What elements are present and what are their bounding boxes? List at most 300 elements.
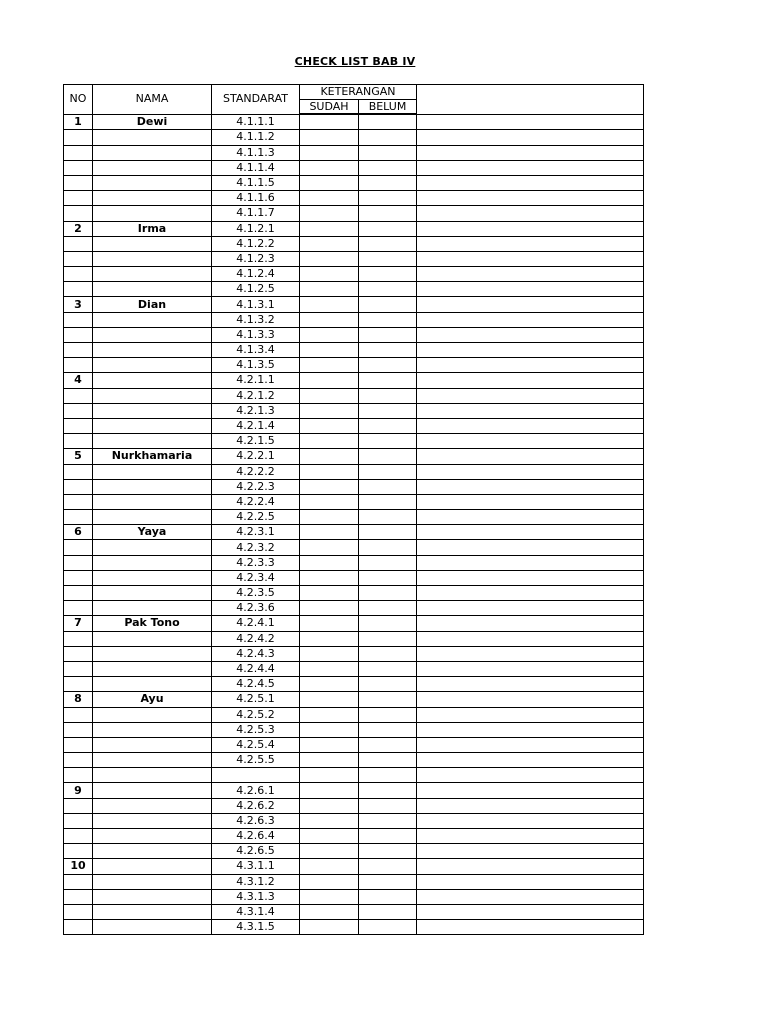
- row-belum-cell[interactable]: [359, 874, 417, 889]
- row-number: 6: [64, 525, 93, 540]
- row-number: [64, 358, 93, 373]
- row-belum-cell[interactable]: [359, 236, 417, 251]
- row-nama: Irma: [93, 221, 212, 236]
- row-belum-cell[interactable]: [359, 312, 417, 327]
- row-standarat: 4.2.6.4: [212, 829, 300, 844]
- row-nama: [93, 555, 212, 570]
- row-nama: [93, 722, 212, 737]
- row-standarat: [212, 768, 300, 783]
- row-belum-cell[interactable]: [359, 631, 417, 646]
- row-standarat: 4.2.4.2: [212, 631, 300, 646]
- row-sudah-cell[interactable]: [300, 327, 359, 342]
- row-sudah-cell[interactable]: [300, 753, 359, 768]
- row-nama: [93, 874, 212, 889]
- row-belum-cell[interactable]: [359, 813, 417, 828]
- table-row: [64, 586, 644, 601]
- row-belum-cell[interactable]: [359, 388, 417, 403]
- row-sudah-cell[interactable]: [300, 798, 359, 813]
- table-row: [64, 753, 644, 768]
- row-belum-cell[interactable]: [359, 525, 417, 540]
- row-belum-cell[interactable]: [359, 601, 417, 616]
- row-extra-cell: [417, 494, 644, 509]
- table-row: [64, 449, 644, 464]
- row-belum-cell[interactable]: [359, 434, 417, 449]
- row-belum-cell[interactable]: [359, 449, 417, 464]
- row-sudah-cell[interactable]: [300, 191, 359, 206]
- row-sudah-cell[interactable]: [300, 904, 359, 919]
- row-standarat: 4.3.1.2: [212, 874, 300, 889]
- row-extra-cell: [417, 434, 644, 449]
- row-belum-cell[interactable]: [359, 206, 417, 221]
- header-no: NO: [64, 85, 93, 115]
- row-sudah-cell[interactable]: [300, 403, 359, 418]
- row-sudah-cell[interactable]: [300, 464, 359, 479]
- table-row: [64, 692, 644, 707]
- table-row: [64, 798, 644, 813]
- table-row: [64, 373, 644, 388]
- row-number: [64, 813, 93, 828]
- row-standarat: 4.2.5.2: [212, 707, 300, 722]
- row-sudah-cell[interactable]: [300, 692, 359, 707]
- row-nama: Pak Tono: [93, 616, 212, 631]
- row-nama: [93, 464, 212, 479]
- table-row: [64, 297, 644, 312]
- row-number: [64, 403, 93, 418]
- row-number: 9: [64, 783, 93, 798]
- row-standarat: 4.2.2.5: [212, 510, 300, 525]
- row-nama: [93, 327, 212, 342]
- row-sudah-cell[interactable]: [300, 889, 359, 904]
- table-row: [64, 783, 644, 798]
- row-number: [64, 677, 93, 692]
- row-number: [64, 160, 93, 175]
- row-extra-cell: [417, 540, 644, 555]
- row-extra-cell: [417, 145, 644, 160]
- row-sudah-cell[interactable]: [300, 586, 359, 601]
- row-nama: [93, 343, 212, 358]
- row-sudah-cell[interactable]: [300, 783, 359, 798]
- row-nama: [93, 130, 212, 145]
- table-row: [64, 737, 644, 752]
- row-belum-cell[interactable]: [359, 403, 417, 418]
- row-sudah-cell[interactable]: [300, 418, 359, 433]
- row-number: [64, 343, 93, 358]
- row-nama: [93, 798, 212, 813]
- row-belum-cell[interactable]: [359, 343, 417, 358]
- row-extra-cell: [417, 251, 644, 266]
- row-extra-cell: [417, 829, 644, 844]
- row-extra-cell: [417, 464, 644, 479]
- row-number: [64, 646, 93, 661]
- row-sudah-cell[interactable]: [300, 282, 359, 297]
- row-extra-cell: [417, 327, 644, 342]
- row-belum-cell[interactable]: [359, 798, 417, 813]
- row-standarat: 4.2.3.5: [212, 586, 300, 601]
- row-belum-cell[interactable]: [359, 160, 417, 175]
- row-sudah-cell[interactable]: [300, 221, 359, 236]
- row-number: [64, 570, 93, 585]
- row-sudah-cell[interactable]: [300, 601, 359, 616]
- table-row: [64, 707, 644, 722]
- row-standarat: 4.1.3.1: [212, 297, 300, 312]
- row-sudah-cell[interactable]: [300, 859, 359, 874]
- row-standarat: 4.1.1.2: [212, 130, 300, 145]
- row-nama: [93, 388, 212, 403]
- row-sudah-cell[interactable]: [300, 677, 359, 692]
- table-row: [64, 525, 644, 540]
- row-nama: [93, 358, 212, 373]
- row-belum-cell[interactable]: [359, 768, 417, 783]
- row-belum-cell[interactable]: [359, 889, 417, 904]
- row-number: 8: [64, 692, 93, 707]
- row-sudah-cell[interactable]: [300, 844, 359, 859]
- row-number: [64, 267, 93, 282]
- row-nama: [93, 494, 212, 509]
- row-belum-cell[interactable]: [359, 373, 417, 388]
- row-belum-cell[interactable]: [359, 692, 417, 707]
- row-extra-cell: [417, 373, 644, 388]
- row-nama: [93, 829, 212, 844]
- row-sudah-cell[interactable]: [300, 358, 359, 373]
- row-sudah-cell[interactable]: [300, 388, 359, 403]
- row-belum-cell[interactable]: [359, 586, 417, 601]
- row-standarat: 4.2.6.1: [212, 783, 300, 798]
- row-number: [64, 555, 93, 570]
- row-nama: [93, 510, 212, 525]
- row-number: [64, 904, 93, 919]
- row-extra-cell: [417, 403, 644, 418]
- table-row: [64, 813, 644, 828]
- row-sudah-cell[interactable]: [300, 206, 359, 221]
- row-sudah-cell[interactable]: [300, 160, 359, 175]
- row-number: [64, 798, 93, 813]
- row-belum-cell[interactable]: [359, 616, 417, 631]
- row-standarat: 4.2.5.3: [212, 722, 300, 737]
- row-sudah-cell[interactable]: [300, 373, 359, 388]
- row-belum-cell[interactable]: [359, 859, 417, 874]
- row-standarat: 4.2.3.1: [212, 525, 300, 540]
- row-number: [64, 661, 93, 676]
- row-number: 2: [64, 221, 93, 236]
- row-sudah-cell[interactable]: [300, 722, 359, 737]
- row-standarat: 4.2.6.3: [212, 813, 300, 828]
- row-standarat: 4.2.5.1: [212, 692, 300, 707]
- row-nama: [93, 145, 212, 160]
- row-belum-cell[interactable]: [359, 251, 417, 266]
- row-standarat: 4.1.3.2: [212, 312, 300, 327]
- table-row: [64, 646, 644, 661]
- row-belum-cell[interactable]: [359, 646, 417, 661]
- row-extra-cell: [417, 191, 644, 206]
- row-extra-cell: [417, 904, 644, 919]
- row-belum-cell[interactable]: [359, 175, 417, 190]
- row-extra-cell: [417, 753, 644, 768]
- row-sudah-cell[interactable]: [300, 449, 359, 464]
- row-extra-cell: [417, 114, 644, 130]
- row-extra-cell: [417, 889, 644, 904]
- row-standarat: 4.2.6.2: [212, 798, 300, 813]
- row-sudah-cell[interactable]: [300, 737, 359, 752]
- row-belum-cell[interactable]: [359, 540, 417, 555]
- table-row: [64, 191, 644, 206]
- row-standarat: 4.1.2.4: [212, 267, 300, 282]
- row-extra-cell: [417, 677, 644, 692]
- row-nama: [93, 191, 212, 206]
- row-nama: Yaya: [93, 525, 212, 540]
- row-sudah-cell[interactable]: [300, 175, 359, 190]
- table-row: [64, 844, 644, 859]
- row-extra-cell: [417, 312, 644, 327]
- row-extra-cell: [417, 646, 644, 661]
- table-row: [64, 418, 644, 433]
- row-belum-cell[interactable]: [359, 844, 417, 859]
- row-belum-cell[interactable]: [359, 661, 417, 676]
- row-extra-cell: [417, 586, 644, 601]
- row-number: [64, 464, 93, 479]
- row-nama: [93, 175, 212, 190]
- row-belum-cell[interactable]: [359, 130, 417, 145]
- row-number: [64, 479, 93, 494]
- row-nama: [93, 889, 212, 904]
- table-row: [64, 904, 644, 919]
- row-belum-cell[interactable]: [359, 570, 417, 585]
- row-nama: [93, 236, 212, 251]
- row-standarat: 4.2.3.4: [212, 570, 300, 585]
- row-nama: [93, 251, 212, 266]
- row-sudah-cell[interactable]: [300, 479, 359, 494]
- row-belum-cell[interactable]: [359, 737, 417, 752]
- row-standarat: 4.2.2.4: [212, 494, 300, 509]
- row-nama: [93, 904, 212, 919]
- table-row: [64, 631, 644, 646]
- row-nama: Nurkhamaria: [93, 449, 212, 464]
- table-row: [64, 282, 644, 297]
- row-number: [64, 874, 93, 889]
- row-number: 4: [64, 373, 93, 388]
- row-belum-cell[interactable]: [359, 267, 417, 282]
- row-number: [64, 768, 93, 783]
- row-belum-cell[interactable]: [359, 282, 417, 297]
- row-nama: [93, 267, 212, 282]
- row-number: [64, 130, 93, 145]
- row-belum-cell[interactable]: [359, 464, 417, 479]
- table-row: [64, 677, 644, 692]
- row-belum-cell[interactable]: [359, 297, 417, 312]
- row-sudah-cell[interactable]: [300, 434, 359, 449]
- row-belum-cell[interactable]: [359, 510, 417, 525]
- row-sudah-cell[interactable]: [300, 251, 359, 266]
- row-standarat: 4.1.2.3: [212, 251, 300, 266]
- document-title: CHECK LIST BAB IV: [294, 55, 416, 68]
- row-sudah-cell[interactable]: [300, 920, 359, 935]
- row-nama: [93, 661, 212, 676]
- table-row: [64, 510, 644, 525]
- row-sudah-cell[interactable]: [300, 829, 359, 844]
- row-standarat: 4.3.1.3: [212, 889, 300, 904]
- row-sudah-cell[interactable]: [300, 267, 359, 282]
- table-row: [64, 114, 644, 130]
- row-number: [64, 418, 93, 433]
- row-extra-cell: [417, 813, 644, 828]
- header-nama: NAMA: [93, 85, 212, 115]
- row-nama: [93, 160, 212, 175]
- table-row: [64, 829, 644, 844]
- row-extra-cell: [417, 768, 644, 783]
- row-belum-cell[interactable]: [359, 707, 417, 722]
- row-standarat: 4.3.1.4: [212, 904, 300, 919]
- row-nama: [93, 646, 212, 661]
- row-extra-cell: [417, 510, 644, 525]
- table-row: [64, 874, 644, 889]
- row-nama: [93, 206, 212, 221]
- row-sudah-cell[interactable]: [300, 661, 359, 676]
- row-extra-cell: [417, 282, 644, 297]
- row-extra-cell: [417, 449, 644, 464]
- row-belum-cell[interactable]: [359, 904, 417, 919]
- row-nama: [93, 844, 212, 859]
- row-nama: [93, 677, 212, 692]
- row-sudah-cell[interactable]: [300, 510, 359, 525]
- row-standarat: 4.1.3.3: [212, 327, 300, 342]
- header-keterangan: KETERANGAN: [300, 85, 417, 100]
- row-number: [64, 494, 93, 509]
- row-standarat: 4.2.1.4: [212, 418, 300, 433]
- row-extra-cell: [417, 737, 644, 752]
- row-belum-cell[interactable]: [359, 555, 417, 570]
- row-number: [64, 312, 93, 327]
- row-standarat: 4.2.4.3: [212, 646, 300, 661]
- row-sudah-cell[interactable]: [300, 555, 359, 570]
- row-standarat: 4.2.5.4: [212, 737, 300, 752]
- row-extra-cell: [417, 343, 644, 358]
- row-sudah-cell[interactable]: [300, 616, 359, 631]
- row-sudah-cell[interactable]: [300, 570, 359, 585]
- row-belum-cell[interactable]: [359, 677, 417, 692]
- header-standarat: STANDARAT: [212, 85, 300, 115]
- row-sudah-cell[interactable]: [300, 343, 359, 358]
- row-sudah-cell[interactable]: [300, 768, 359, 783]
- table-row: [64, 343, 644, 358]
- row-sudah-cell[interactable]: [300, 236, 359, 251]
- row-number: 5: [64, 449, 93, 464]
- row-belum-cell[interactable]: [359, 479, 417, 494]
- header-belum: BELUM: [359, 100, 417, 115]
- row-extra-cell: [417, 130, 644, 145]
- row-extra-cell: [417, 844, 644, 859]
- table-row: [64, 145, 644, 160]
- row-number: 3: [64, 297, 93, 312]
- checklist-table: [63, 84, 644, 935]
- row-extra-cell: [417, 297, 644, 312]
- row-sudah-cell[interactable]: [300, 874, 359, 889]
- row-number: 7: [64, 616, 93, 631]
- row-belum-cell[interactable]: [359, 722, 417, 737]
- row-number: [64, 145, 93, 160]
- table-row: [64, 267, 644, 282]
- row-number: [64, 829, 93, 844]
- row-extra-cell: [417, 798, 644, 813]
- table-row: [64, 327, 644, 342]
- table-row: [64, 601, 644, 616]
- row-standarat: 4.1.1.1: [212, 114, 300, 130]
- row-number: [64, 191, 93, 206]
- row-nama: [93, 707, 212, 722]
- row-sudah-cell[interactable]: [300, 145, 359, 160]
- row-sudah-cell[interactable]: [300, 130, 359, 145]
- row-sudah-cell[interactable]: [300, 813, 359, 828]
- row-sudah-cell[interactable]: [300, 297, 359, 312]
- row-extra-cell: [417, 783, 644, 798]
- row-extra-cell: [417, 358, 644, 373]
- row-extra-cell: [417, 631, 644, 646]
- row-extra-cell: [417, 722, 644, 737]
- row-nama: [93, 540, 212, 555]
- row-extra-cell: [417, 570, 644, 585]
- row-sudah-cell[interactable]: [300, 312, 359, 327]
- row-extra-cell: [417, 418, 644, 433]
- row-nama: [93, 479, 212, 494]
- row-number: [64, 631, 93, 646]
- row-extra-cell: [417, 692, 644, 707]
- row-number: [64, 737, 93, 752]
- row-sudah-cell[interactable]: [300, 525, 359, 540]
- row-belum-cell[interactable]: [359, 114, 417, 130]
- row-standarat: 4.1.1.7: [212, 206, 300, 221]
- row-standarat: 4.1.3.5: [212, 358, 300, 373]
- row-standarat: 4.2.3.3: [212, 555, 300, 570]
- row-standarat: 4.3.1.1: [212, 859, 300, 874]
- row-nama: [93, 737, 212, 752]
- row-belum-cell[interactable]: [359, 494, 417, 509]
- row-extra-cell: [417, 661, 644, 676]
- row-number: [64, 282, 93, 297]
- row-standarat: 4.1.1.5: [212, 175, 300, 190]
- table-row: [64, 358, 644, 373]
- row-belum-cell[interactable]: [359, 358, 417, 373]
- row-nama: [93, 403, 212, 418]
- row-nama: Dewi: [93, 114, 212, 130]
- row-sudah-cell[interactable]: [300, 646, 359, 661]
- row-belum-cell[interactable]: [359, 783, 417, 798]
- row-sudah-cell[interactable]: [300, 540, 359, 555]
- row-sudah-cell[interactable]: [300, 631, 359, 646]
- row-extra-cell: [417, 616, 644, 631]
- row-sudah-cell[interactable]: [300, 114, 359, 130]
- row-standarat: 4.3.1.5: [212, 920, 300, 935]
- table-row: [64, 479, 644, 494]
- row-belum-cell[interactable]: [359, 145, 417, 160]
- row-belum-cell[interactable]: [359, 418, 417, 433]
- row-belum-cell[interactable]: [359, 327, 417, 342]
- table-row: [64, 403, 644, 418]
- row-belum-cell[interactable]: [359, 920, 417, 935]
- row-belum-cell[interactable]: [359, 221, 417, 236]
- row-belum-cell[interactable]: [359, 191, 417, 206]
- row-number: [64, 206, 93, 221]
- table-row: [64, 722, 644, 737]
- row-extra-cell: [417, 601, 644, 616]
- row-belum-cell[interactable]: [359, 829, 417, 844]
- row-extra-cell: [417, 160, 644, 175]
- row-extra-cell: [417, 221, 644, 236]
- row-nama: [93, 768, 212, 783]
- table-row: [64, 616, 644, 631]
- row-sudah-cell[interactable]: [300, 494, 359, 509]
- row-number: [64, 540, 93, 555]
- row-belum-cell[interactable]: [359, 753, 417, 768]
- table-row: [64, 464, 644, 479]
- row-sudah-cell[interactable]: [300, 707, 359, 722]
